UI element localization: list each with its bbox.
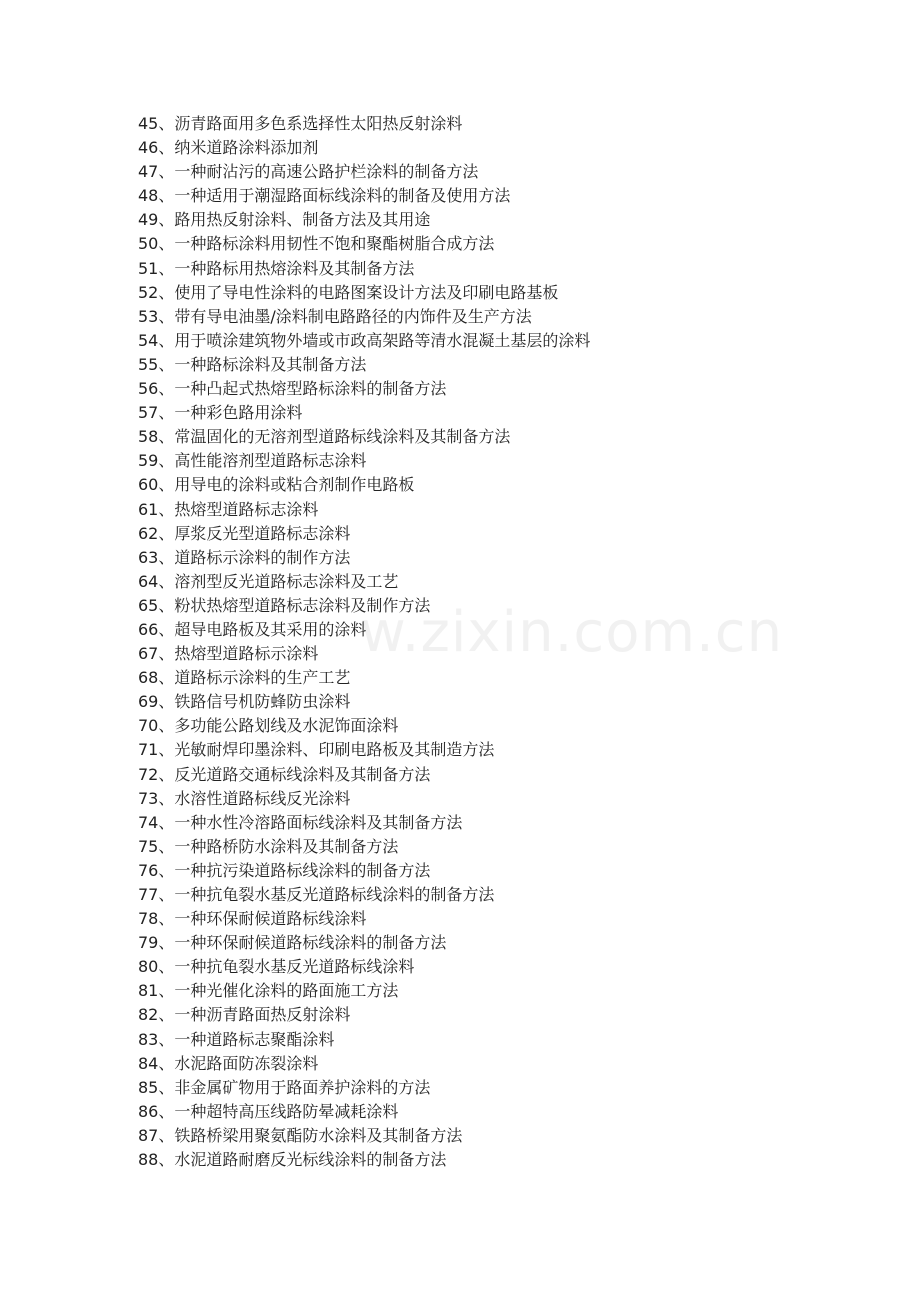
list-item: 51、一种路标用热熔涂料及其制备方法 [138, 258, 415, 278]
list-item: 78、一种环保耐候道路标线涂料 [138, 909, 367, 929]
list-item: 73、水溶性道路标线反光涂料 [138, 788, 351, 808]
list-item: 45、沥青路面用多色系选择性太阳热反射涂料 [138, 114, 463, 133]
list-item: 75、一种路桥防水涂料及其制备方法 [138, 836, 399, 856]
list-item: 53、带有导电油墨/涂料制电路路径的内饰件及生产方法 [138, 306, 532, 326]
list-item: 47、一种耐沾污的高速公路护栏涂料的制备方法 [138, 162, 479, 182]
list-item: 66、超导电路板及其采用的涂料 [138, 619, 367, 639]
list-item: 85、非金属矿物用于路面养护涂料的方法 [138, 1077, 431, 1097]
list-item: 87、铁路桥梁用聚氨酯防水涂料及其制备方法 [138, 1125, 463, 1145]
list-item: 63、道路标示涂料的制作方法 [138, 547, 351, 567]
list-item: 62、厚浆反光型道路标志涂料 [138, 523, 351, 543]
list-item: 46、纳米道路涂料添加剂 [138, 138, 319, 158]
list-item: 54、用于喷涂建筑物外墙或市政高架路等清水混凝土基层的涂料 [138, 330, 591, 350]
list-item: 59、高性能溶剂型道路标志涂料 [138, 451, 367, 471]
list-item: 77、一种抗龟裂水基反光道路标线涂料的制备方法 [138, 885, 495, 904]
list-item: 49、路用热反射涂料、制备方法及其用途 [138, 210, 431, 230]
list-item: 71、光敏耐焊印墨涂料、印刷电路板及其制造方法 [138, 740, 495, 760]
list-item: 69、铁路信号机防蜂防虫涂料 [138, 692, 351, 712]
list-item: 72、反光道路交通标线涂料及其制备方法 [138, 764, 431, 784]
list-item: 80、一种抗龟裂水基反光道路标线涂料 [138, 957, 415, 977]
list-item: 48、一种适用于潮湿路面标线涂料的制备及使用方法 [138, 186, 511, 206]
list-item: 74、一种水性冷溶路面标线涂料及其制备方法 [138, 812, 463, 832]
list-item: 70、多功能公路划线及水泥饰面涂料 [138, 716, 399, 736]
list-item: 58、常温固化的无溶剂型道路标线涂料及其制备方法 [138, 427, 511, 447]
list-item: 88、水泥道路耐磨反光标线涂料的制备方法 [138, 1150, 447, 1170]
list-item: 86、一种超特高压线路防晕减耗涂料 [138, 1101, 399, 1121]
list-item: 68、道路标示涂料的生产工艺 [138, 668, 351, 688]
list-item: 52、使用了导电性涂料的电路图案设计方法及印刷电路基板 [138, 282, 559, 302]
list-item: 61、热熔型道路标志涂料 [138, 499, 319, 519]
list-item: 67、热熔型道路标示涂料 [138, 644, 319, 664]
list-item: 57、一种彩色路用涂料 [138, 403, 303, 423]
list-item: 55、一种路标涂料及其制备方法 [138, 354, 367, 374]
watermark-text: w.zixin.com.cn [360, 600, 784, 665]
list-item: 60、用导电的涂料或粘合剂制作电路板 [138, 475, 415, 495]
list-item: 76、一种抗污染道路标线涂料的制备方法 [138, 860, 431, 880]
list-item: 79、一种环保耐候道路标线涂料的制备方法 [138, 933, 447, 953]
list-item: 81、一种光催化涂料的路面施工方法 [138, 981, 399, 1001]
list-item: 50、一种路标涂料用韧性不饱和聚酯树脂合成方法 [138, 234, 495, 254]
list-item: 64、溶剂型反光道路标志涂料及工艺 [138, 571, 399, 591]
list-item: 82、一种沥青路面热反射涂料 [138, 1005, 351, 1025]
list-item: 56、一种凸起式热熔型路标涂料的制备方法 [138, 379, 447, 399]
list-item: 83、一种道路标志聚酯涂料 [138, 1029, 335, 1049]
list-item: 65、粉状热熔型道路标志涂料及制作方法 [138, 595, 431, 615]
list-item: 84、水泥路面防冻裂涂料 [138, 1053, 319, 1073]
patent-title-list [138, 112, 590, 1172]
